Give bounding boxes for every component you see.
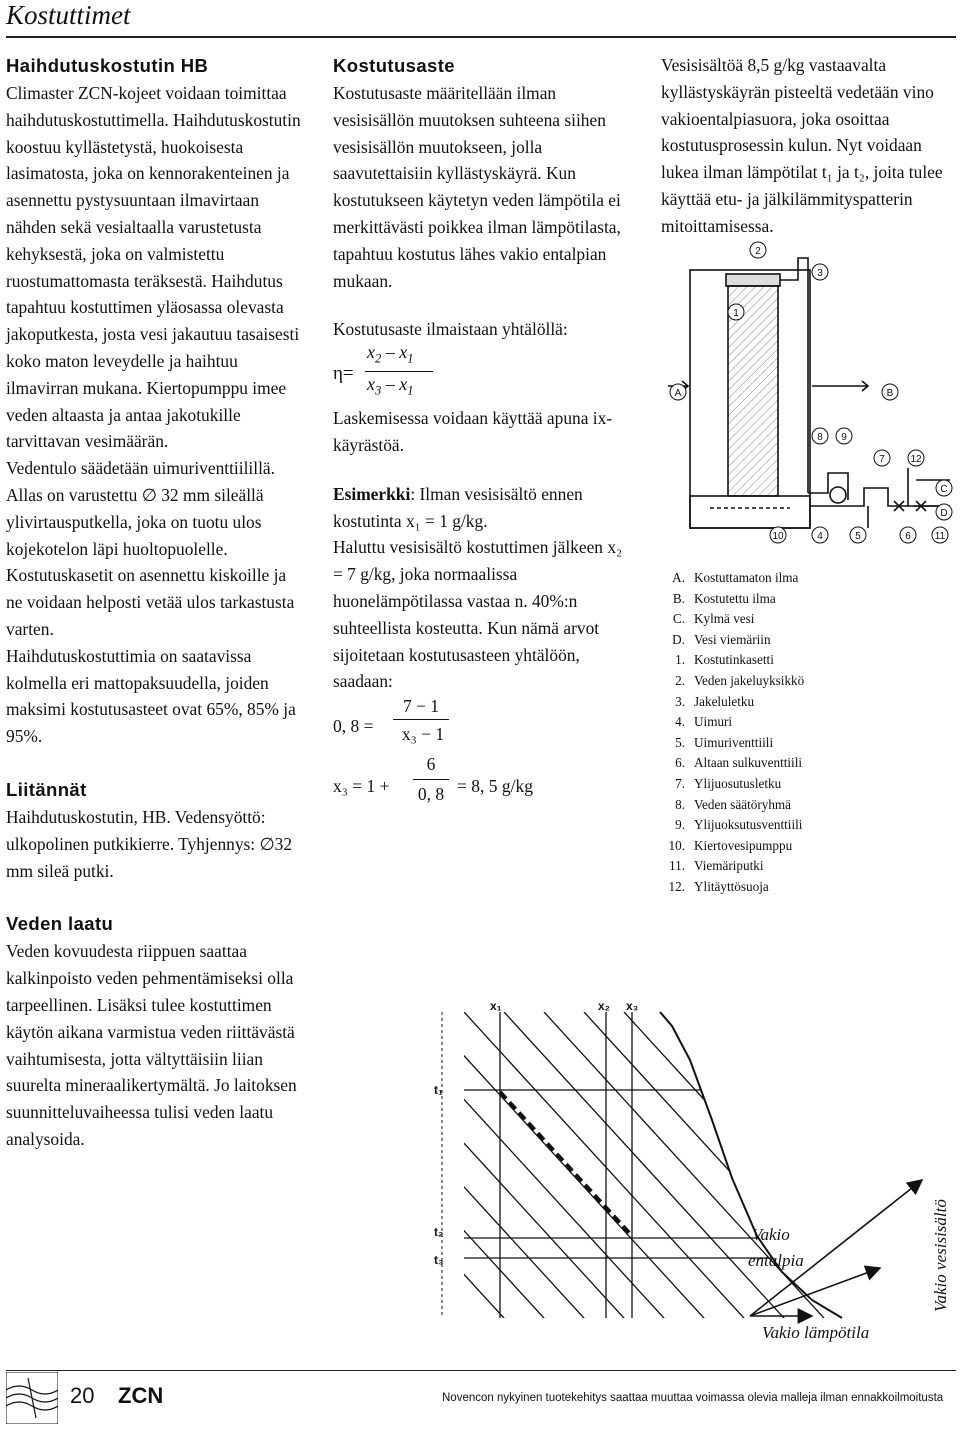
label-A bbox=[670, 384, 686, 400]
label-9 bbox=[836, 428, 852, 444]
svg-text:C: C bbox=[940, 484, 948, 495]
label-7 bbox=[874, 450, 890, 466]
footer-divider bbox=[6, 1370, 956, 1371]
label-6 bbox=[900, 527, 916, 543]
legend-text: Kiertovesipumppu bbox=[694, 837, 793, 853]
brand-name: ZCN bbox=[118, 1383, 164, 1408]
label-D bbox=[936, 504, 952, 520]
svg-text:11: 11 bbox=[934, 531, 946, 542]
eq2-lhs: x₃ = 1 + bbox=[333, 776, 390, 797]
svg-text:A: A bbox=[674, 388, 682, 399]
label-5 bbox=[850, 527, 866, 543]
svg-text:5: 5 bbox=[855, 531, 861, 542]
legend-item bbox=[652, 630, 952, 651]
paragraph: Vesisisältöä 8,5 g/kg vastaavalta kyllästyskäyrän pisteeltä vedetään vino vakioentalpiasuora, joka osoittaa kostutusprosessin kulun. Nyt voidaan lukea ilman lämpötilat t₁ ja t₂, joita tulee käyttää etu- ja jälkilämmityspatterin mitoittamisessa. bbox=[661, 55, 943, 236]
legend-text: Ylijuosutusletku bbox=[694, 775, 782, 791]
paragraph: Kostutuskasetit on asennettu kiskoille ja ne voidaan helposti vetää ulos tarkastusta varten. bbox=[6, 565, 295, 639]
paragraph: Veden kovuudesta riippuen saattaa kalkinpoisto veden pehmentämiseksi olla tarpeellinen. Lisäksi tulee kostuttimen käytön aikana varmistua veden riittävästä vaihtumisesta, jotta vältyttäisiin liian suurelta mineraalikertymältä. Jo laitoksen suunnitteluvaiheessa tulisi veden laatu analysoida. bbox=[6, 941, 297, 1149]
page-title: Kostuttimet bbox=[6, 0, 131, 30]
legend-item bbox=[652, 836, 952, 857]
legend-text: Kylmä vesi bbox=[694, 611, 755, 627]
eq1-lhs: 0, 8 = bbox=[333, 716, 374, 737]
column-right bbox=[661, 52, 956, 240]
equation-2 bbox=[333, 754, 633, 819]
legend-item bbox=[652, 877, 952, 898]
enthalpy-line bbox=[664, 1012, 960, 1340]
column-left bbox=[6, 52, 302, 1153]
enthalpy-line bbox=[424, 1012, 724, 1340]
legend-text: Veden säätöryhmä bbox=[694, 796, 792, 812]
legend-key: B. bbox=[672, 590, 685, 606]
title-divider bbox=[6, 36, 956, 38]
example-label: Esimerkki bbox=[333, 483, 411, 504]
label-x2: x₂ bbox=[598, 1000, 611, 1013]
svg-text:10: 10 bbox=[772, 531, 784, 542]
legend-key: 9. bbox=[675, 817, 685, 833]
eta-symbol: η= bbox=[333, 363, 354, 385]
formula-efficiency: η= $x_2 - x_1$ $x_3 - x_1$ bbox=[333, 343, 633, 405]
legend-item bbox=[652, 650, 952, 671]
legend-text: Kostuttamaton ilma bbox=[694, 570, 799, 585]
svg-text:7: 7 bbox=[879, 454, 885, 465]
label-vakio-entalpia-1: Vakio bbox=[752, 1225, 790, 1244]
label-B bbox=[882, 384, 898, 400]
legend-key: 7. bbox=[675, 775, 685, 791]
legend-item bbox=[652, 815, 952, 836]
legend-key: 5. bbox=[675, 734, 685, 750]
legend-item bbox=[652, 733, 952, 754]
svg-text:2: 2 bbox=[755, 246, 761, 257]
legend-item bbox=[652, 774, 952, 795]
legend-item bbox=[652, 795, 952, 816]
eq2-denominator: 0, 8 bbox=[417, 784, 445, 805]
legend-key: 12. bbox=[668, 878, 685, 894]
label-1 bbox=[728, 304, 744, 320]
label-8 bbox=[812, 428, 828, 444]
eq1-denominator: x₃ − 1 bbox=[401, 724, 445, 745]
legend-key: 8. bbox=[675, 796, 685, 812]
enthalpy-line bbox=[504, 1012, 804, 1340]
heading-kostutusaste: Kostutusaste bbox=[333, 55, 455, 76]
enthalpy-line bbox=[464, 1012, 764, 1340]
paragraph: Haihdutuskostutin, HB. Vedensyöttö: ulkopolinen putkikierre. Tyhjennys: ∅32 mm sileä putki. bbox=[6, 806, 293, 881]
footer-disclaimer: Novencon nykyinen tuotekehitys saattaa muuttaa voimassa olevia malleja ilman ennakkoilmoitusta bbox=[442, 1392, 944, 1404]
enthalpy-line bbox=[412, 1012, 644, 1340]
legend-text: Ylijuoksutusventtiili bbox=[694, 817, 803, 833]
column-middle bbox=[333, 52, 633, 819]
legend-key: 11. bbox=[669, 858, 685, 874]
paragraph: Vedentulo säädetään uimuriventtiilillä. Allas on varustettu ∅ 32 mm sileällä ylivirtausputkella, joka on tuotu ulos kojekotelon läpi huoltopuolelle. bbox=[6, 458, 275, 559]
ix-chart bbox=[412, 1000, 960, 1350]
label-t1: t₁ bbox=[434, 1083, 443, 1097]
paragraph: Kostutusaste määritellään ilman vesisisällön muutoksen suhteena siihen vesisisällön muutokseen, jolla saavutettaisiin kyllästyskäyrä. Kun kostutukseen käytetyn veden lämpötila ei merkittävästi poikkea ilman lämpötilasta, tapahtuu kostutus lähes vakio entalpian mukaan. bbox=[333, 83, 621, 291]
legend-key: 3. bbox=[675, 693, 685, 709]
eq2-numerator: 6 bbox=[426, 754, 436, 775]
heading-haihdutuskostutin: Haihdutuskostutin HB bbox=[6, 55, 209, 76]
enthalpy-line bbox=[412, 1012, 524, 1340]
legend-key: 6. bbox=[675, 755, 685, 771]
legend-text: Viemäriputki bbox=[694, 858, 764, 874]
legend-item bbox=[652, 692, 952, 713]
svg-text:1: 1 bbox=[733, 308, 739, 319]
label-10 bbox=[770, 527, 786, 543]
label-t2: t₂ bbox=[434, 1225, 444, 1239]
paragraph: Climaster ZCN-kojeet voidaan toimittaa haihdutuskostuttimella. Haihdutuskostutin koostuu kyllästetystä, huokoisesta lasimatosta, joka on kennorakenteinen ja asennettu pystysuuntaan ilmavirtaan nähden sekä vesialtaalla varustetusta kehyksestä, joka on valmistettu ruostumattomasta teräksestä. Haihdutus tapahtuu kostuttimen yläosassa olevasta jakoputkesta, josta vesi jakautuu tasaisesti koko maton leveydelle ja haihtuu ilmavirran mukana. Kiertopumppu imee veden altaasta ja antaa jakotukille tarvittavan vesimäärän. bbox=[6, 83, 301, 452]
eq2-result: = 8, 5 g/kg bbox=[457, 776, 533, 797]
legend-text: Altaan sulkuventtiili bbox=[694, 755, 803, 771]
legend-key: C. bbox=[672, 611, 685, 627]
legend-item bbox=[652, 856, 952, 877]
legend-item bbox=[652, 589, 952, 610]
svg-text:D: D bbox=[940, 508, 948, 519]
page-number: 20 bbox=[70, 1383, 95, 1408]
legend-item bbox=[652, 753, 952, 774]
legend-item bbox=[652, 568, 952, 589]
diagram-legend bbox=[652, 568, 952, 898]
example-text: : Ilman vesisisältö ennen kostutinta x₁ = 1 g/kg. bbox=[333, 483, 583, 531]
legend-key: 4. bbox=[675, 714, 685, 730]
legend-text: Kostutinkasetti bbox=[694, 652, 774, 668]
label-4 bbox=[812, 527, 828, 543]
legend-item bbox=[652, 671, 952, 692]
heading-liitannat: Liitännät bbox=[6, 778, 87, 800]
example-paragraph bbox=[333, 481, 633, 535]
brand-logo-icon bbox=[6, 1372, 58, 1424]
legend-item bbox=[652, 609, 952, 630]
enthalpy-line bbox=[744, 1012, 960, 1340]
label-12 bbox=[908, 450, 924, 466]
label-2 bbox=[750, 242, 766, 258]
svg-text:12: 12 bbox=[910, 454, 922, 465]
legend-text: Uimuri bbox=[694, 714, 733, 730]
legend-text: Uimuriventtiili bbox=[694, 734, 774, 750]
svg-text:4: 4 bbox=[817, 531, 823, 542]
label-t3: t₃ bbox=[434, 1253, 444, 1267]
legend-key: 10. bbox=[668, 837, 685, 853]
paragraph: Kostutusaste ilmaistaan yhtälöllä: bbox=[333, 319, 568, 340]
legend-key: D. bbox=[672, 631, 685, 647]
label-x1: x₁ bbox=[490, 1000, 502, 1013]
label-vakio-entalpia-2: entalpia bbox=[748, 1251, 804, 1270]
eq1-numerator: 7 − 1 bbox=[402, 696, 440, 717]
legend-text: Jakeluletku bbox=[694, 693, 755, 709]
paragraph: Laskemisessa voidaan käyttää apuna ix-käyrästöä. bbox=[333, 408, 613, 455]
svg-text:B: B bbox=[886, 388, 894, 399]
label-3 bbox=[812, 264, 828, 280]
label-vakio-lampotila: Vakio lämpötila bbox=[762, 1323, 870, 1342]
svg-text:8: 8 bbox=[817, 432, 823, 443]
paragraph: Haihdutuskostuttimia on saatavissa kolmella eri mattopaksuudella, joiden maksimi kostutusasteet ovat 65%, 85% ja 95%. bbox=[6, 645, 296, 747]
label-C bbox=[936, 480, 952, 496]
legend-item bbox=[652, 712, 952, 733]
humidifier-diagram bbox=[668, 238, 960, 550]
svg-text:9: 9 bbox=[841, 432, 847, 443]
legend-text: Vesi viemäriin bbox=[694, 631, 771, 647]
label-11 bbox=[932, 527, 948, 543]
legend-key: 2. bbox=[675, 672, 685, 688]
legend-key: A. bbox=[672, 570, 685, 585]
enthalpy-line bbox=[412, 1012, 564, 1340]
paragraph: Haluttu vesisisältö kostuttimen jälkeen x₂ = 7 g/kg, joka normaalissa huonelämpötilassa vastaa n. 40%:n suhteellista kosteutta. Kun nämä arvot sijoitetaan kostutusasteen yhtälöön, saadaan: bbox=[333, 537, 623, 692]
svg-text:3: 3 bbox=[817, 268, 823, 279]
svg-text:6: 6 bbox=[905, 531, 911, 542]
enthalpy-line bbox=[704, 1012, 960, 1340]
label-x3: x₃ bbox=[626, 1000, 639, 1013]
legend-text: Ylitäyttösuoja bbox=[694, 878, 769, 894]
enthalpy-line bbox=[412, 1012, 684, 1340]
label-vakio-vesisisalto: Vakio vesisisältö bbox=[931, 1199, 950, 1312]
equation-1 bbox=[333, 695, 633, 751]
heading-veden-laatu: Veden laatu bbox=[6, 913, 114, 935]
enthalpy-line bbox=[544, 1012, 844, 1340]
legend-text: Veden jakeluyksikkö bbox=[694, 672, 805, 688]
enthalpy-line bbox=[624, 1012, 924, 1340]
enthalpy-line bbox=[584, 1012, 884, 1340]
legend-key: 1. bbox=[675, 652, 685, 668]
legend-text: Kostutettu ilma bbox=[694, 590, 776, 606]
